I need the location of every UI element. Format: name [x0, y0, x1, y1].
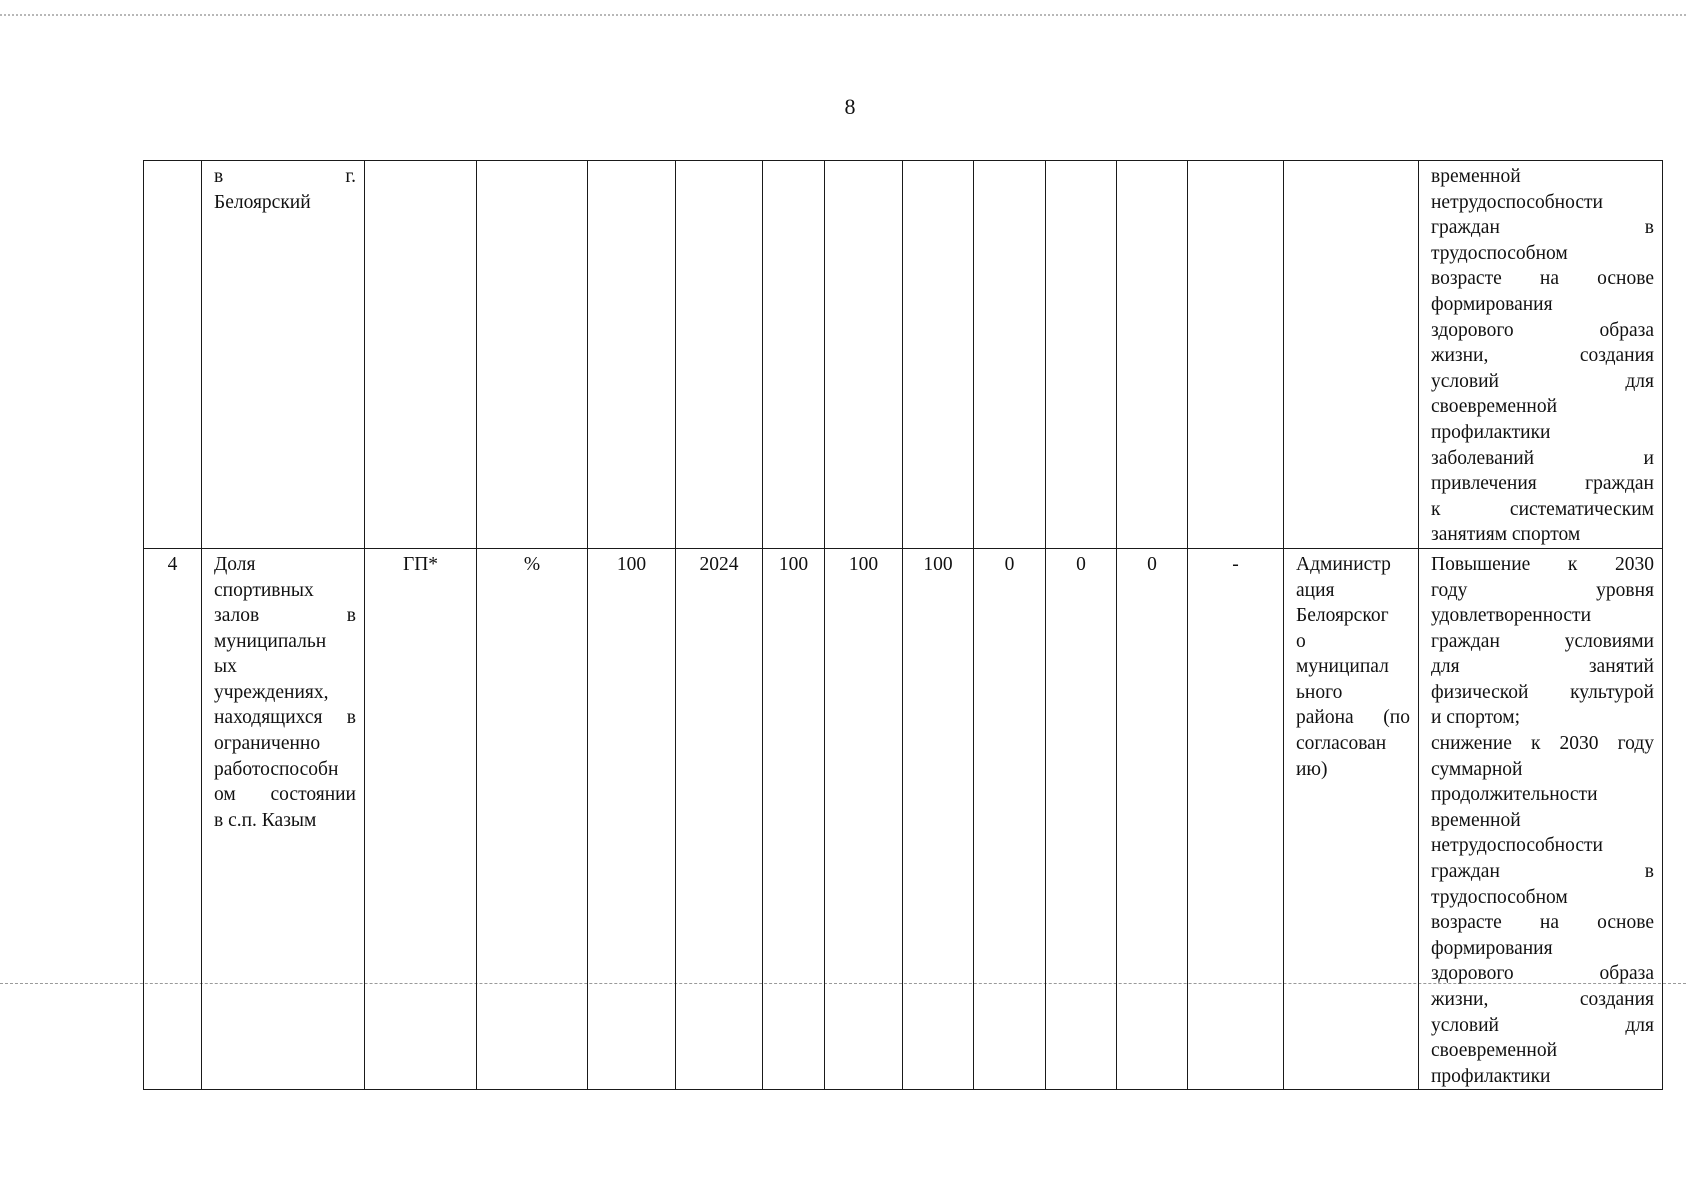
cell-text-line: к систематическим	[1431, 498, 1654, 520]
cell-text-line: удовлетворенности	[1431, 605, 1591, 627]
cell-text-line: граждан в	[1431, 861, 1654, 883]
cell-result	[1419, 161, 1663, 549]
cell-text-line: работоспособн	[214, 758, 339, 780]
indicator-line: Белоярский	[214, 191, 311, 213]
cell-text-line: временной	[1431, 809, 1521, 831]
cell-base-year	[676, 161, 763, 549]
cell-level	[365, 161, 477, 549]
cell-result	[1419, 548, 1663, 1089]
cell-base-value: 100	[588, 548, 676, 1089]
cell-text-line: граждан в	[1431, 217, 1654, 239]
cell-text-line: условий для	[1431, 370, 1654, 392]
cell-text-line: ограниченно	[214, 733, 321, 755]
cell-number	[144, 161, 202, 549]
cell-text-line: формирования	[1431, 293, 1553, 315]
cell-text-line: ом состоянии	[214, 784, 356, 806]
cell-text-line: муниципал	[1296, 656, 1389, 678]
cell-text-line: возрасте на основе	[1431, 912, 1654, 934]
cell-text-line: временной	[1431, 166, 1521, 187]
cell-text-line: залов в	[214, 605, 356, 627]
cell-text-line: для занятий	[1431, 656, 1654, 678]
cell-text-line: находящихся в	[214, 707, 356, 729]
cell-value-1	[763, 161, 825, 549]
cell-value-6: 0	[1117, 548, 1188, 1089]
cell-text-line: района (по	[1296, 707, 1410, 729]
cell-value-5: 0	[1046, 548, 1117, 1089]
cell-value-6	[1117, 161, 1188, 549]
cell-text-line: снижение к 2030 году	[1431, 733, 1654, 755]
cell-text-line: суммарной	[1431, 758, 1523, 780]
cell-text-line: ых	[214, 656, 237, 678]
cell-text-line: муниципальн	[214, 630, 327, 652]
cell-value-4: 0	[974, 548, 1046, 1089]
cell-responsible	[1284, 548, 1419, 1089]
cell-text-line: своевременной	[1431, 1040, 1558, 1062]
cell-indicator	[202, 161, 365, 549]
cell-text-line: ию)	[1296, 758, 1328, 780]
cell-value-7: -	[1188, 548, 1284, 1089]
cell-value-2: 100	[825, 548, 903, 1089]
cell-text-line: Доля	[214, 553, 256, 575]
cell-text-line: трудоспособном	[1431, 242, 1568, 264]
cell-text-line: профилактики	[1431, 1065, 1551, 1087]
cell-indicator	[202, 548, 365, 1089]
cell-text-line: нетрудоспособности	[1431, 835, 1603, 857]
page-number: 8	[844, 94, 856, 119]
cell-base-year: 2024	[676, 548, 763, 1089]
cell-text-line: трудоспособном	[1431, 886, 1568, 908]
cell-value-7	[1188, 161, 1284, 549]
indicator-line: в г.	[214, 166, 356, 187]
cell-text-line: занятиям спортом	[1431, 524, 1581, 546]
cell-text-line: Повышение к 2030	[1431, 553, 1654, 575]
cell-text-line: здорового образа	[1431, 319, 1654, 341]
cell-unit: %	[477, 548, 588, 1089]
cell-unit	[477, 161, 588, 549]
cell-text-line: ьного	[1296, 681, 1343, 703]
table-row-continued	[144, 161, 1663, 549]
cell-text-line: и спортом;	[1431, 707, 1521, 729]
cell-value-4	[974, 161, 1046, 549]
cell-value-2	[825, 161, 903, 549]
cell-value-3	[903, 161, 974, 549]
cell-text-line: жизни, создания	[1431, 345, 1654, 367]
cell-number: 4	[144, 548, 202, 1089]
cell-text-line: нетрудоспособности	[1431, 191, 1603, 213]
cell-level: ГП*	[365, 548, 477, 1089]
cell-responsible	[1284, 161, 1419, 549]
cell-text-line: условий для	[1431, 1014, 1654, 1036]
cell-base-value	[588, 161, 676, 549]
cell-text-line: возрасте на основе	[1431, 268, 1654, 290]
cell-text-line: согласован	[1296, 733, 1387, 755]
cell-text-line: жизни, создания	[1431, 989, 1654, 1010]
table-row-4	[144, 548, 1663, 1089]
cell-text-line: привлечения граждан	[1431, 473, 1654, 495]
cell-text-line: спортивных	[214, 579, 314, 601]
cell-text-line: Белоярског	[1296, 605, 1389, 627]
cell-text-line: физической культурой	[1431, 681, 1654, 703]
cell-text-line: в с.п. Казым	[214, 809, 317, 831]
cell-text-line: граждан условиями	[1431, 630, 1654, 652]
cell-text-line: заболеваний и	[1431, 447, 1654, 469]
indicators-table	[143, 160, 1663, 1090]
cell-text-line: о	[1296, 630, 1306, 652]
cell-text-line: своевременной	[1431, 396, 1558, 418]
cell-text-line: учреждениях,	[214, 681, 329, 703]
cell-text-line: здорового образа	[1431, 963, 1654, 985]
cell-text-line: Администр	[1296, 553, 1391, 575]
cell-text-line: продолжительности	[1431, 784, 1598, 806]
cell-value-1: 100	[763, 548, 825, 1089]
cell-value-5	[1046, 161, 1117, 549]
cell-text-line: году уровня	[1431, 579, 1654, 601]
cell-text-line: профилактики	[1431, 421, 1551, 443]
scan-artifact-top-line	[0, 14, 1686, 16]
cell-text-line: ация	[1296, 579, 1335, 601]
cell-text-line: формирования	[1431, 937, 1553, 959]
cell-value-3: 100	[903, 548, 974, 1089]
